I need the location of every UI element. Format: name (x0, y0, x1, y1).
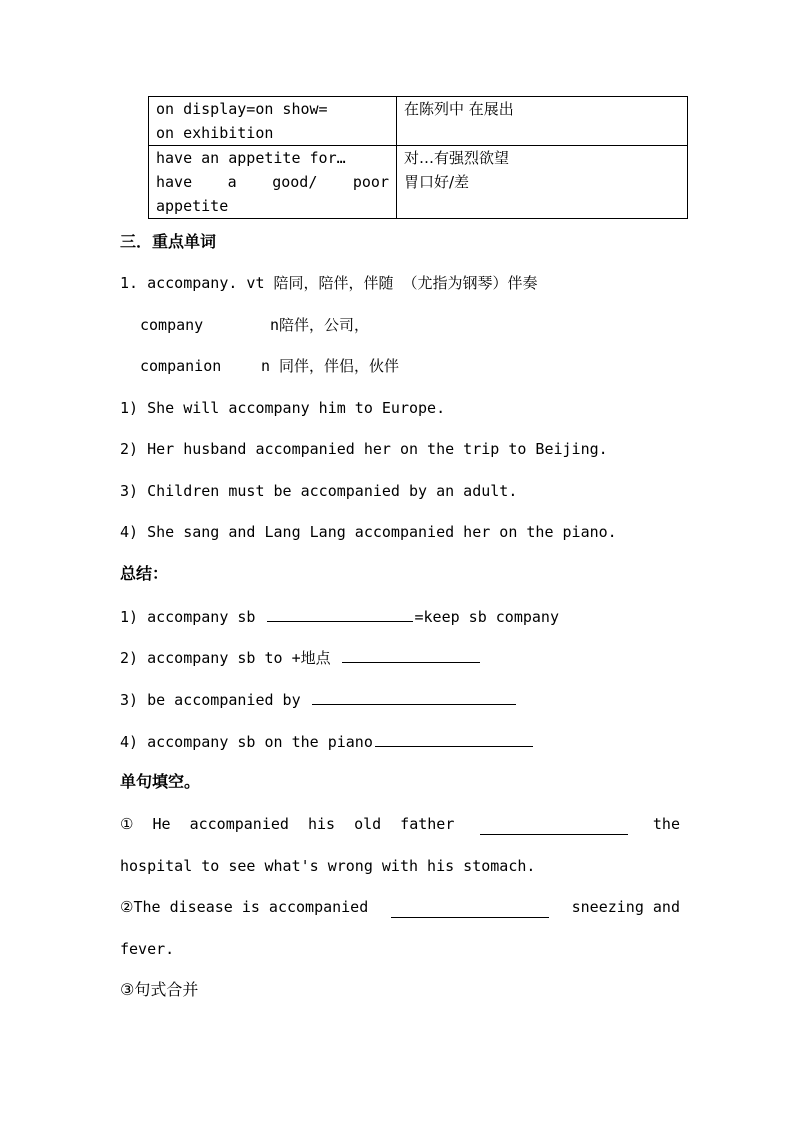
cell-line: 在陈列中 在展出 (404, 100, 514, 118)
answer-blank[interactable] (342, 646, 480, 663)
related-word-companion (140, 355, 700, 377)
cell-line: on exhibition (156, 124, 274, 142)
cell-line: have a good/ poor (156, 173, 389, 191)
example-sentence: 1) She will accompany him to Europe. (120, 399, 446, 417)
summary-item (120, 605, 680, 628)
fill-question-1-continued: hospital to see what's wrong with his stomach. (120, 857, 536, 875)
answer-blank[interactable] (375, 730, 533, 747)
summary-heading: 总结： (120, 564, 169, 583)
answer-blank[interactable] (267, 605, 413, 622)
question-text: the (652, 815, 680, 833)
summary-text: =keep sb company (414, 608, 559, 626)
example-sentence: 3) Children must be accompanied by an adult. (120, 482, 518, 500)
word-entry: 1. accompany. vt 陪同，陪伴，伴随 （尤指为钢琴）伴奏 (120, 274, 538, 292)
related-word-definition: n 同伴，伴侣，伙伴 (261, 357, 400, 375)
cell-line: 胃口好/差 (404, 173, 470, 191)
question-text: ②The disease is accompanied (120, 898, 369, 916)
section-heading: 三．重点单词 (120, 232, 217, 251)
table-cell-english (149, 146, 397, 219)
related-word: company (140, 316, 204, 334)
answer-blank[interactable] (391, 901, 549, 918)
summary-item (120, 688, 680, 711)
fill-question-1 (120, 813, 680, 835)
table-row (149, 146, 688, 219)
cell-line: on display=on show= (156, 100, 328, 118)
table-cell-chinese (397, 97, 688, 146)
related-word-definition: n陪伴，公司， (270, 316, 370, 334)
cell-line: have an appetite for… (156, 149, 346, 167)
answer-blank[interactable] (480, 818, 628, 835)
question-text: ① He accompanied his old father (120, 815, 455, 833)
summary-item (120, 646, 680, 669)
question-text: sneezing and (571, 898, 680, 916)
answer-blank[interactable] (312, 688, 516, 705)
summary-text: 2) accompany sb to +地点 (120, 649, 340, 667)
summary-text: 3) be accompanied by (120, 691, 310, 709)
fill-heading: 单句填空。 (120, 772, 201, 791)
related-word: companion (140, 357, 222, 375)
summary-text: 4) accompany sb on the piano (120, 733, 373, 751)
table-cell-english (149, 97, 397, 146)
phrase-table (148, 96, 688, 219)
related-word-company (140, 314, 700, 336)
cell-line: appetite (156, 197, 229, 215)
cell-line: 对…有强烈欲望 (404, 149, 510, 167)
summary-text: 1) accompany sb (120, 608, 265, 626)
table-row (149, 97, 688, 146)
example-sentence: 2) Her husband accompanied her on the trip to Beijing. (120, 440, 608, 458)
fill-question-3: ③句式合并 (120, 980, 199, 999)
table-cell-chinese (397, 146, 688, 219)
fill-question-2-continued: fever. (120, 940, 175, 958)
fill-question-2 (120, 896, 680, 918)
summary-item (120, 730, 680, 753)
example-sentence: 4) She sang and Lang Lang accompanied her on the piano. (120, 523, 617, 541)
